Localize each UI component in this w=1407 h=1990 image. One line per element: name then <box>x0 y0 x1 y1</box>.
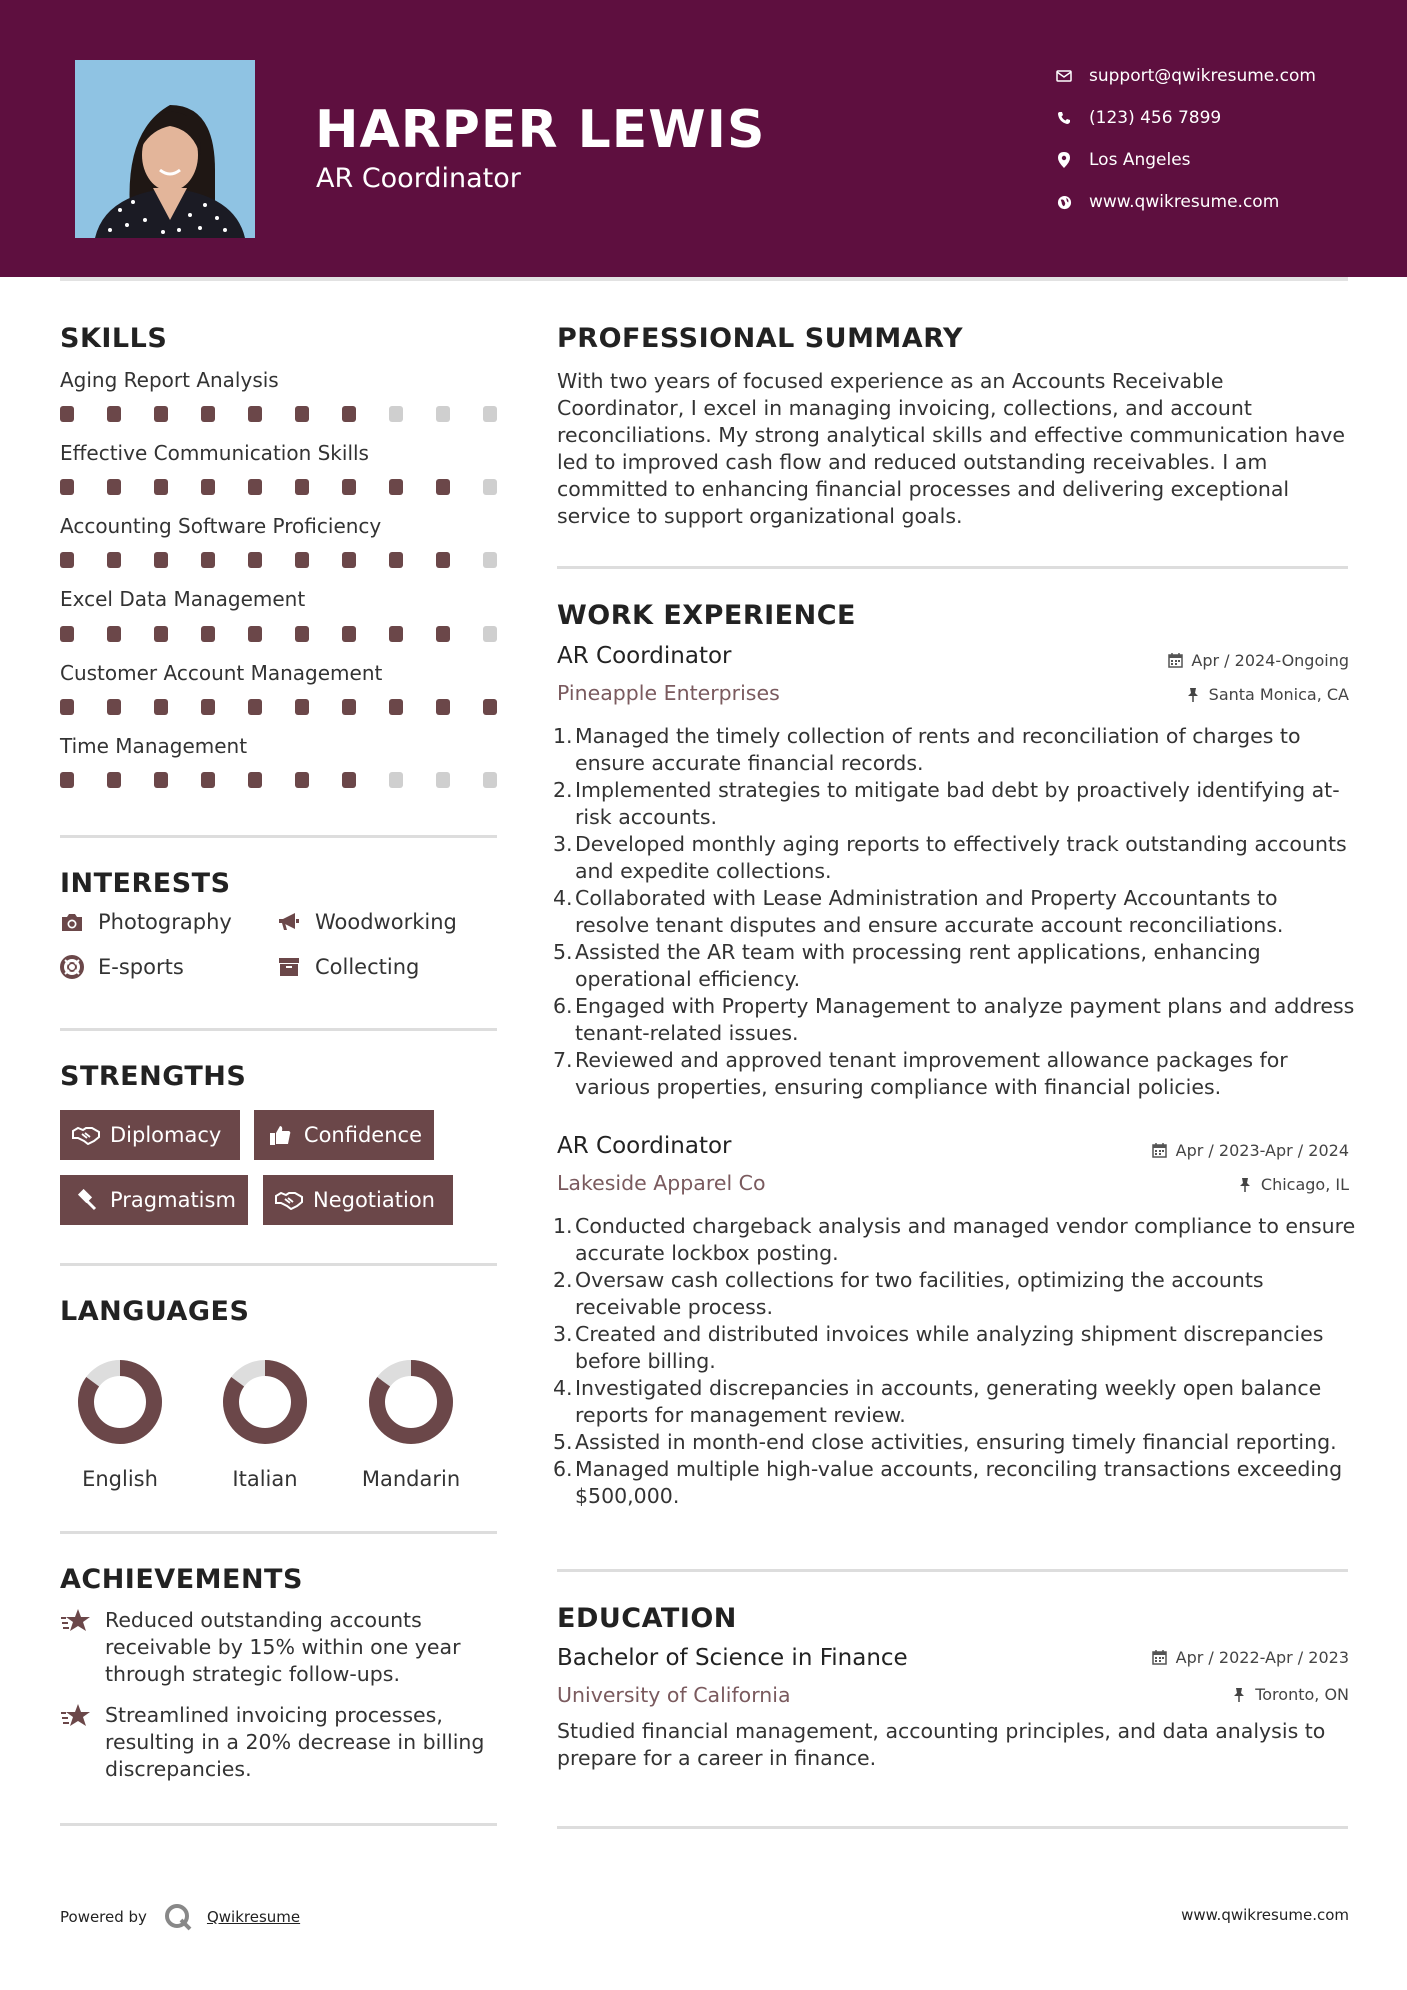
school-name: University of California <box>557 1683 791 1707</box>
footer-url[interactable]: www.qwikresume.com <box>1181 1906 1349 1924</box>
skill-dot-filled <box>154 479 168 495</box>
bullet-item <box>553 885 1357 939</box>
skill-dot-filled <box>342 626 356 642</box>
bullet-item <box>553 831 1357 885</box>
skill-rating <box>60 772 530 788</box>
skill-dot-filled <box>342 479 356 495</box>
bullet-number: 2. <box>553 778 573 802</box>
bullet-item <box>553 1375 1357 1429</box>
thumbs-up-icon <box>266 1123 294 1147</box>
bullet-number: 5. <box>553 940 573 964</box>
job-dates <box>1152 1141 1349 1160</box>
company-name: Lakeside Apparel Co <box>557 1171 766 1195</box>
bullet-item <box>553 1429 1357 1456</box>
job-bullets <box>553 1213 1357 1510</box>
handshake-icon <box>275 1188 303 1212</box>
skill-dot-filled <box>60 626 74 642</box>
bullet-number: 1. <box>553 724 573 748</box>
skill-name: Accounting Software Proficiency <box>60 514 382 538</box>
skill-dot-filled <box>154 699 168 715</box>
resume-header <box>0 0 1407 277</box>
pushpin-icon <box>1185 687 1201 703</box>
language-ring <box>220 1357 310 1447</box>
skill-dot-filled <box>201 626 215 642</box>
lifebuoy-icon <box>60 955 84 979</box>
star-icon <box>60 1702 92 1730</box>
skill-dot-filled <box>248 699 262 715</box>
skill-name: Aging Report Analysis <box>60 368 279 392</box>
section-divider <box>60 1531 497 1534</box>
language-label: Mandarin <box>361 1467 461 1491</box>
skill-dot-filled <box>389 626 403 642</box>
skill-dot-filled <box>107 699 121 715</box>
strength-tag <box>254 1110 434 1160</box>
bullet-number: 1. <box>553 1214 573 1238</box>
skill-dot-filled <box>60 406 74 422</box>
skill-dot-filled <box>295 479 309 495</box>
skill-dot-filled <box>436 699 450 715</box>
skill-dot-filled <box>201 479 215 495</box>
skill-dot-filled <box>60 772 74 788</box>
skill-dot-empty <box>483 406 497 422</box>
skill-dot-filled <box>107 479 121 495</box>
bullet-item <box>553 1456 1357 1510</box>
profile-photo <box>75 60 255 238</box>
section-divider <box>557 1569 1348 1572</box>
achievement-text: Streamlined invoicing processes, resulting in a 20% decrease in billing discrepancies. <box>105 1703 485 1781</box>
skill-dot-filled <box>107 406 121 422</box>
bullet-number: 3. <box>553 1322 573 1346</box>
skill-dot-filled <box>60 552 74 568</box>
contact-location-text: Los Angeles <box>1089 150 1191 170</box>
bullet-text: Managed multiple high-value accounts, reconciling transactions exceeding $500,000. <box>575 1457 1343 1508</box>
bullet-text: Developed monthly aging reports to effectively track outstanding accounts and expedite collections. <box>575 832 1347 883</box>
qwikresume-link[interactable]: Qwikresume <box>206 1908 301 1926</box>
achievement-text: Reduced outstanding accounts receivable by 15% within one year through strategic follow-ups. <box>105 1608 461 1686</box>
skill-dot-filled <box>248 552 262 568</box>
contact-email[interactable] <box>1055 55 1316 97</box>
pushpin-icon <box>1231 1687 1247 1703</box>
interest-item <box>277 910 457 934</box>
skill-rating <box>60 626 530 642</box>
contact-website-text: www.qwikresume.com <box>1089 192 1280 212</box>
bullet-text: Created and distributed invoices while analyzing shipment discrepancies before billing. <box>575 1322 1324 1373</box>
education-text: Studied financial management, accounting principles, and data analysis to prepare for a career in finance. <box>557 1719 1326 1770</box>
degree-title: Bachelor of Science in Finance <box>557 1645 908 1671</box>
interest-label: Photography <box>98 910 232 934</box>
skill-dot-filled <box>201 772 215 788</box>
strength-tag <box>263 1175 453 1225</box>
envelope-icon <box>1055 67 1073 85</box>
languages-heading: LANGUAGES <box>60 1296 250 1327</box>
skill-dot-filled <box>60 699 74 715</box>
contact-phone-text: (123) 456 7899 <box>1089 108 1222 128</box>
strengths-heading: STRENGTHS <box>60 1061 247 1092</box>
skill-dot-filled <box>201 406 215 422</box>
camera-icon <box>60 910 84 934</box>
skill-dot-filled <box>107 772 121 788</box>
strength-label: Negotiation <box>313 1188 435 1212</box>
gavel-icon <box>72 1188 100 1212</box>
bullet-item <box>553 1267 1357 1321</box>
interest-item <box>277 955 419 979</box>
contact-phone[interactable] <box>1055 97 1316 139</box>
megaphone-icon <box>277 910 301 934</box>
strength-label: Pragmatism <box>110 1188 236 1212</box>
strength-label: Confidence <box>303 1123 422 1147</box>
skill-rating <box>60 479 530 495</box>
section-divider <box>60 835 497 838</box>
powered-by-text: Powered by <box>60 1908 147 1926</box>
skill-dot-filled <box>154 626 168 642</box>
skill-dot-filled <box>342 772 356 788</box>
skill-dot-filled <box>342 552 356 568</box>
job-title: AR Coordinator <box>557 1133 732 1159</box>
achievements-heading: ACHIEVEMENTS <box>60 1564 303 1595</box>
bullet-number: 6. <box>553 994 573 1018</box>
bullet-text: Managed the timely collection of rents and reconciliation of charges to ensure accurate financial records. <box>575 724 1301 775</box>
skill-dot-filled <box>295 552 309 568</box>
skill-rating <box>60 406 530 422</box>
skill-dot-empty <box>483 626 497 642</box>
achievement-item <box>60 1607 500 1688</box>
skill-dot-filled <box>248 406 262 422</box>
skill-dot-empty <box>483 552 497 568</box>
bullet-text: Implemented strategies to mitigate bad debt by proactively identifying at-risk accounts. <box>575 778 1340 829</box>
skill-dot-filled <box>295 626 309 642</box>
skill-rating <box>60 699 530 715</box>
interest-item <box>60 910 232 934</box>
skill-name: Customer Account Management <box>60 661 383 685</box>
calendar-icon <box>1152 1650 1168 1666</box>
skills-heading: SKILLS <box>60 323 168 354</box>
skill-dot-filled <box>342 406 356 422</box>
bullet-item <box>553 993 1357 1047</box>
phone-icon <box>1055 109 1073 127</box>
language-item <box>205 1357 325 1491</box>
job-location-text: Chicago, IL <box>1260 1175 1349 1194</box>
skill-rating <box>60 552 530 568</box>
bullet-item <box>553 939 1357 993</box>
bullet-number: 4. <box>553 886 573 910</box>
skill-dot-filled <box>295 699 309 715</box>
footer-powered-by <box>60 1902 300 1932</box>
bullet-text: Collaborated with Lease Administration and Property Accountants to resolve tenant disputes and ensure accurate account reconciliations. <box>575 886 1284 937</box>
contact-location <box>1055 139 1316 181</box>
skill-dot-filled <box>248 626 262 642</box>
bullet-text: Assisted the AR team with processing rent applications, enhancing operational efficiency. <box>575 940 1261 991</box>
location-pin-icon <box>1055 151 1073 169</box>
bullet-text: Investigated discrepancies in accounts, generating weekly open balance reports for management review. <box>575 1376 1322 1427</box>
candidate-name: HARPER LEWIS <box>315 100 766 160</box>
language-label: Italian <box>232 1467 298 1491</box>
calendar-icon <box>1152 1143 1168 1159</box>
bullet-number: 6. <box>553 1457 573 1481</box>
job-dates <box>1167 651 1349 670</box>
contact-email-text: support@qwikresume.com <box>1089 66 1316 86</box>
bullet-item <box>553 777 1357 831</box>
bullet-number: 3. <box>553 832 573 856</box>
language-ring <box>366 1357 456 1447</box>
company-name: Pineapple Enterprises <box>557 681 780 705</box>
skill-dot-empty <box>389 772 403 788</box>
bullet-item <box>553 1047 1357 1101</box>
bullet-text: Oversaw cash collections for two facilities, optimizing the accounts receivable process. <box>575 1268 1264 1319</box>
skill-dot-empty <box>436 406 450 422</box>
job-location <box>1237 1175 1349 1194</box>
job-bullets <box>553 723 1357 1101</box>
section-divider <box>60 1263 497 1266</box>
skill-dot-filled <box>154 772 168 788</box>
skill-name: Excel Data Management <box>60 587 306 611</box>
handshake-icon <box>72 1123 100 1147</box>
education-location-text: Toronto, ON <box>1255 1685 1349 1704</box>
experience-heading: WORK EXPERIENCE <box>557 600 856 631</box>
section-divider <box>557 566 1348 569</box>
bullet-number: 4. <box>553 1376 573 1400</box>
qwikresume-logo-icon <box>163 1902 193 1932</box>
contact-list <box>1055 55 1316 223</box>
education-location <box>1231 1685 1349 1704</box>
language-item <box>60 1357 180 1491</box>
archive-box-icon <box>277 955 301 979</box>
bullet-item <box>553 1213 1357 1267</box>
skill-dot-filled <box>107 552 121 568</box>
skill-dot-filled <box>389 479 403 495</box>
interests-heading: INTERESTS <box>60 868 231 899</box>
skill-name: Effective Communication Skills <box>60 441 369 465</box>
bullet-item <box>553 1321 1357 1375</box>
skill-dot-filled <box>342 699 356 715</box>
strength-tag <box>60 1110 240 1160</box>
skill-dot-filled <box>436 552 450 568</box>
job-dates-text: Apr / 2023-Apr / 2024 <box>1175 1141 1349 1160</box>
skill-dot-empty <box>483 479 497 495</box>
skill-dot-filled <box>201 699 215 715</box>
bullet-text: Reviewed and approved tenant improvement allowance packages for various properties, ensuring compliance with financial policies. <box>575 1048 1288 1099</box>
skill-dot-filled <box>295 772 309 788</box>
skill-dot-filled <box>248 772 262 788</box>
bullet-text: Conducted chargeback analysis and managed vendor compliance to ensure accurate lockbox posting. <box>575 1214 1356 1265</box>
interest-label: Woodworking <box>315 910 457 934</box>
skill-dot-filled <box>107 626 121 642</box>
interest-label: E-sports <box>98 955 184 979</box>
bullet-number: 5. <box>553 1430 573 1454</box>
section-divider <box>60 1028 497 1031</box>
skill-dot-filled <box>389 552 403 568</box>
summary-heading: PROFESSIONAL SUMMARY <box>557 323 964 354</box>
language-label: English <box>82 1467 158 1491</box>
job-title: AR Coordinator <box>557 643 732 669</box>
skill-dot-filled <box>436 626 450 642</box>
language-item <box>351 1357 471 1491</box>
skill-name: Time Management <box>60 734 248 758</box>
job-location-text: Santa Monica, CA <box>1208 685 1349 704</box>
language-ring <box>75 1357 165 1447</box>
bullet-number: 2. <box>553 1268 573 1292</box>
star-icon <box>60 1607 92 1635</box>
bullet-item <box>553 723 1357 777</box>
skill-dot-filled <box>248 479 262 495</box>
bullet-number: 7. <box>553 1048 573 1072</box>
skill-dot-filled <box>483 699 497 715</box>
section-divider <box>60 1823 497 1826</box>
skill-dot-filled <box>154 406 168 422</box>
skill-dot-filled <box>389 699 403 715</box>
skill-dot-filled <box>295 406 309 422</box>
skill-dot-filled <box>436 479 450 495</box>
skill-dot-empty <box>389 406 403 422</box>
skill-dot-filled <box>60 479 74 495</box>
pushpin-icon <box>1237 1177 1253 1193</box>
skill-dot-filled <box>154 552 168 568</box>
education-dates <box>1152 1648 1349 1667</box>
strength-label: Diplomacy <box>110 1123 222 1147</box>
interest-label: Collecting <box>315 955 420 979</box>
skill-dot-filled <box>201 552 215 568</box>
contact-website[interactable] <box>1055 181 1316 223</box>
job-dates-text: Apr / 2024-Ongoing <box>1191 651 1349 670</box>
achievement-item <box>60 1702 500 1783</box>
education-heading: EDUCATION <box>557 1603 737 1634</box>
bullet-text: Engaged with Property Management to analyze payment plans and address tenant-related issues. <box>575 994 1355 1045</box>
strength-tag <box>60 1175 248 1225</box>
job-location <box>1185 685 1349 704</box>
candidate-title: AR Coordinator <box>316 163 521 194</box>
summary-text: With two years of focused experience as an Accounts Receivable Coordinator, I excel in managing invoicing, collections, and account reconciliations. My strong analytical skills and effective communication have led to improved cash flow and reduced outstanding receivables. I am committed to enhancing financial processes and delivering exceptional service to support organizational goals. <box>557 369 1345 528</box>
education-dates-text: Apr / 2022-Apr / 2023 <box>1175 1648 1349 1667</box>
globe-icon <box>1055 193 1073 211</box>
section-divider <box>557 1826 1348 1829</box>
header-divider <box>60 277 1348 281</box>
bullet-text: Assisted in month-end close activities, ensuring timely financial reporting. <box>575 1430 1337 1454</box>
skill-dot-empty <box>483 772 497 788</box>
interest-item <box>60 955 184 979</box>
calendar-icon <box>1167 653 1183 669</box>
skill-dot-empty <box>436 772 450 788</box>
